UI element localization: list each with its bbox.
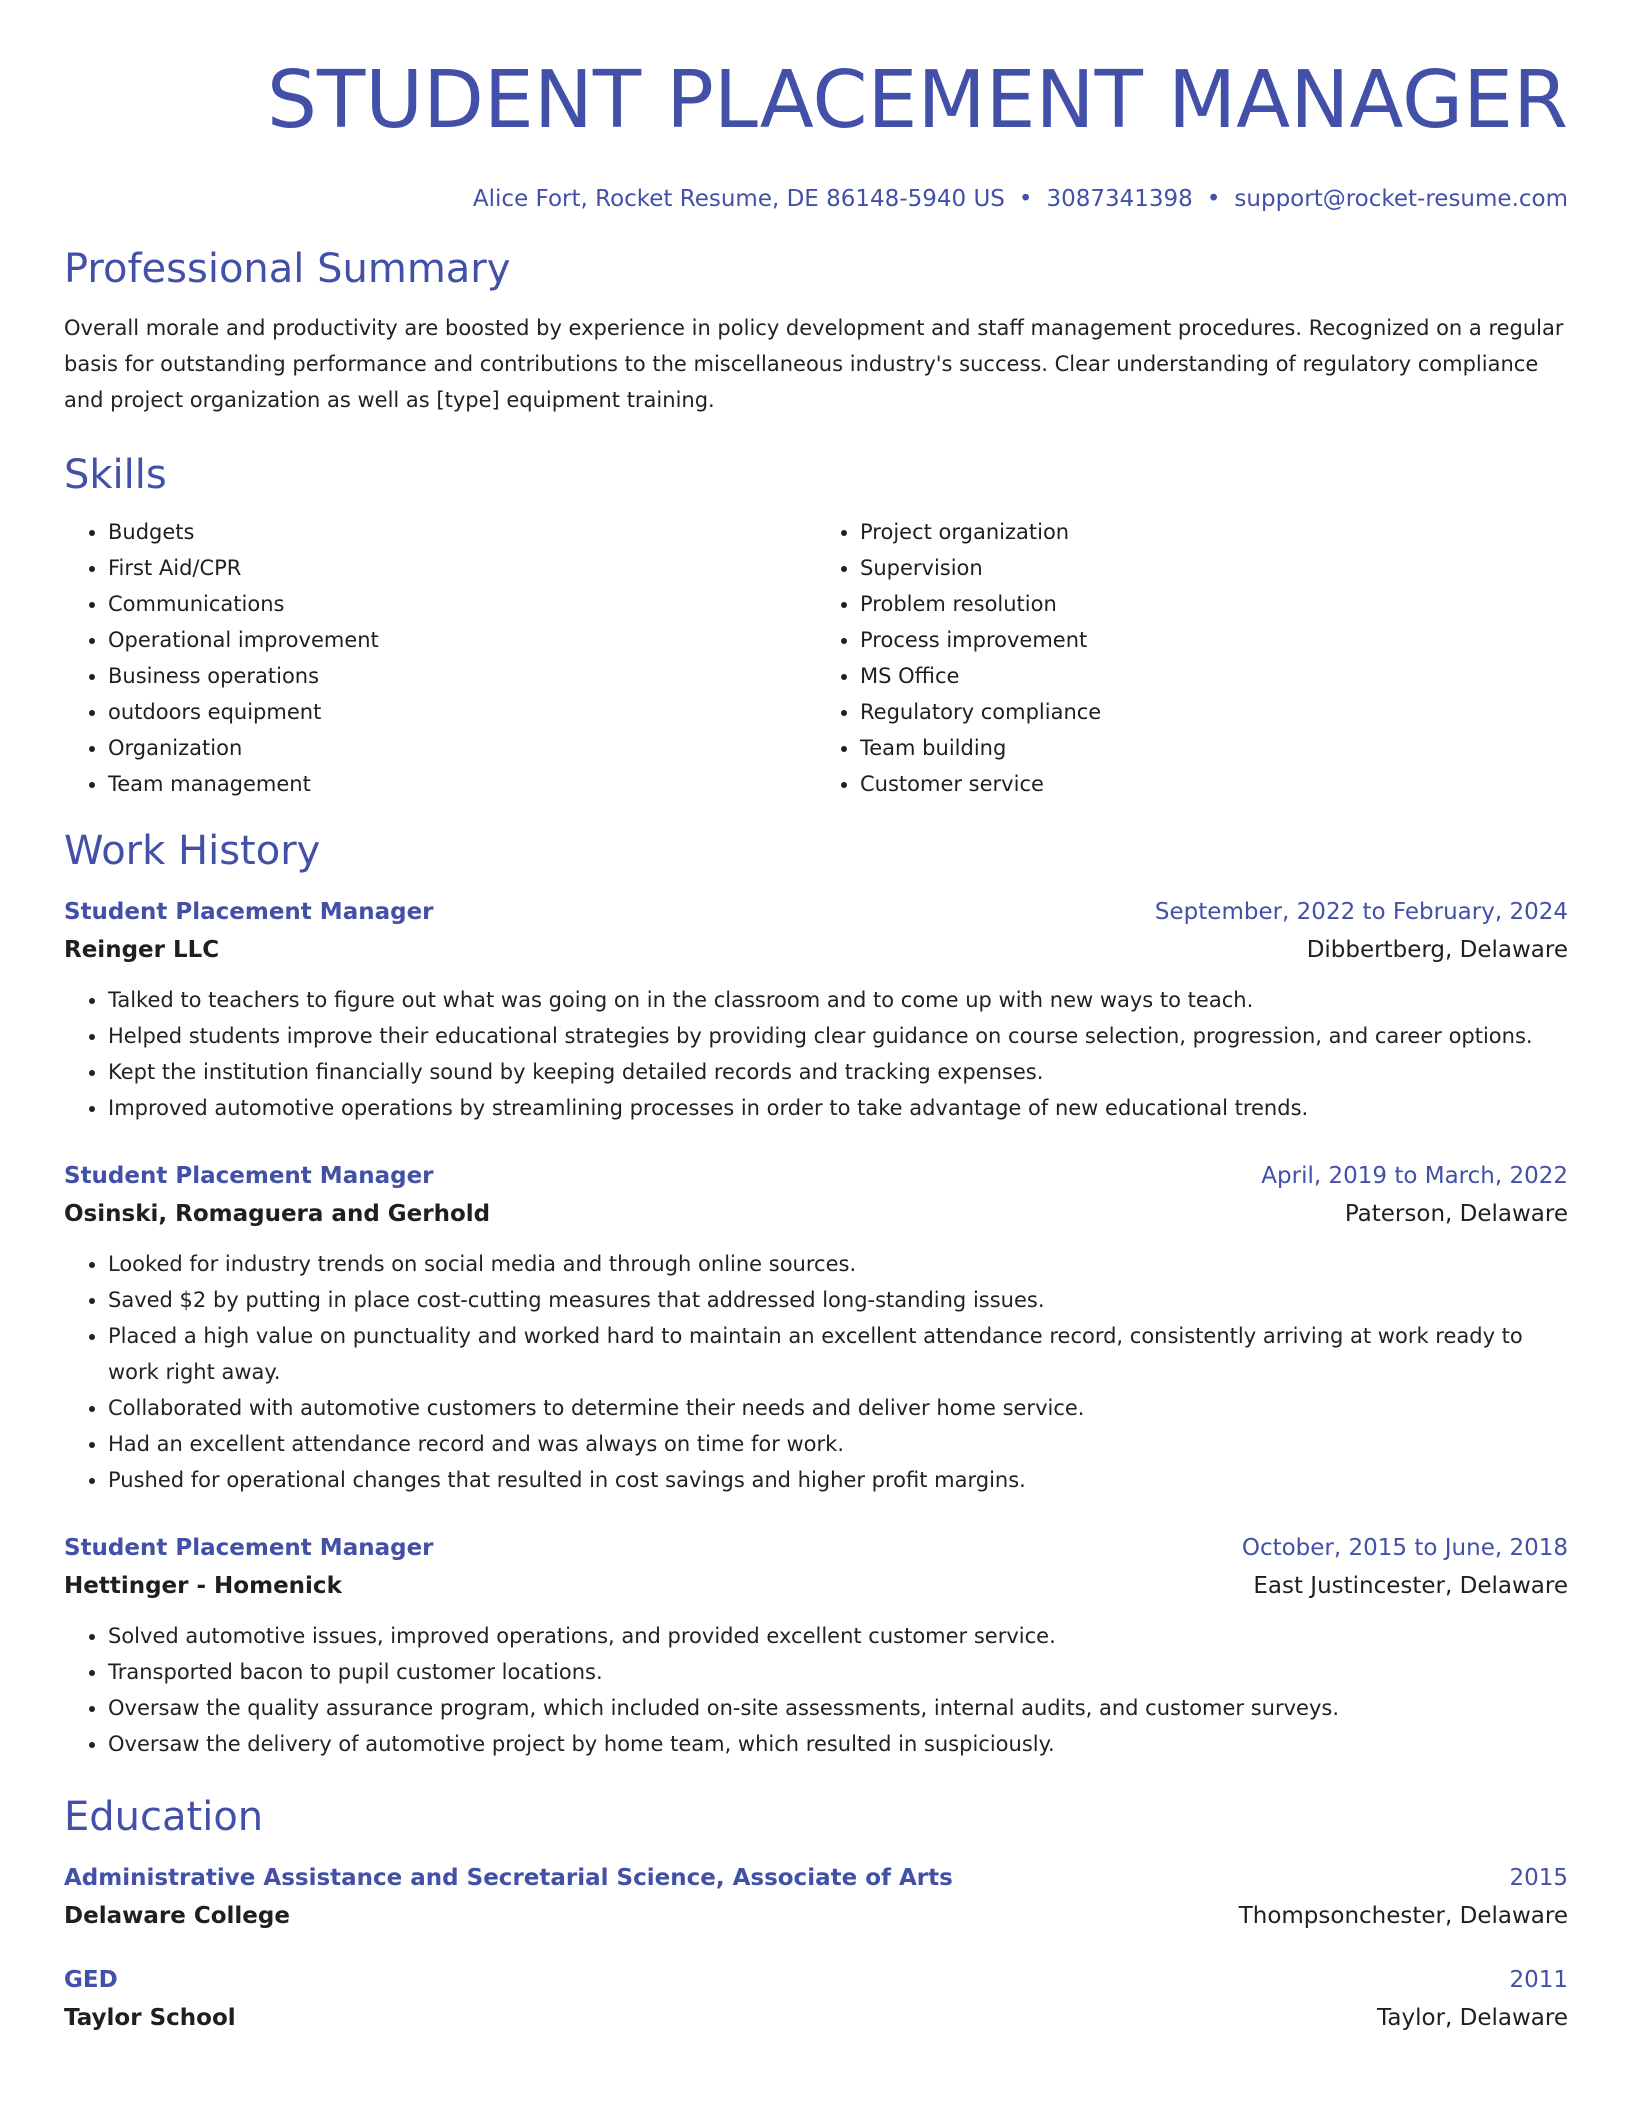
skill-item: • Business operations: [108, 658, 816, 694]
summary-text: Overall morale and productivity are boosted by experience in policy development and staff management procedures. Recognized on a regular basis for outstanding performance and contributions to the miscellaneous industry's success. Clear understanding of regulatory compliance and project organization as well as [type] equipment training.: [64, 316, 1564, 412]
job-bullet: • Looked for industry trends on social media and through online sources.: [108, 1246, 1568, 1282]
job-bullets: [64, 1246, 1568, 1498]
skill-item: • outdoors equipment: [108, 694, 816, 730]
education-year: 2015: [1509, 1865, 1568, 1891]
job-entry: [64, 1158, 1568, 1498]
skill-item: • MS Office: [860, 658, 1568, 694]
education-entry: [64, 1860, 1568, 1936]
job-bullet: • Kept the institution financially sound by keeping detailed records and tracking expenses.: [108, 1054, 1568, 1090]
job-bullet: • Pushed for operational changes that resulted in cost savings and higher profit margins.: [108, 1462, 1568, 1498]
job-location: East Justincester, Delaware: [1253, 1573, 1568, 1599]
section-title-summary: Professional Summary: [64, 246, 511, 292]
section-title-work-history: Work History: [64, 828, 321, 874]
skill-item: • Process improvement: [860, 622, 1568, 658]
job-entry: [64, 1530, 1568, 1762]
job-company: Osinski, Romaguera and Gerhold: [64, 1201, 491, 1227]
job-bullet: • Had an excellent attendance record and was always on time for work.: [108, 1426, 1568, 1462]
skill-item: • Budgets: [108, 514, 816, 550]
job-entry: [64, 894, 1568, 1126]
education-school: Taylor School: [64, 2005, 236, 2031]
job-company: Reinger LLC: [64, 937, 220, 963]
job-dates: September, 2022 to February, 2024: [1154, 899, 1568, 925]
education-school: Delaware College: [64, 1903, 290, 1929]
skill-item: • Customer service: [860, 766, 1568, 802]
skill-item: • Project organization: [860, 514, 1568, 550]
job-bullet: • Oversaw the delivery of automotive project by home team, which resulted in suspiciously.: [108, 1726, 1568, 1762]
contact-address: Alice Fort, Rocket Resume, DE 86148-5940 US: [472, 186, 1005, 212]
summary-section: [64, 244, 1568, 418]
job-role: Student Placement Manager: [64, 1163, 434, 1189]
contact-separator: •: [1206, 186, 1221, 212]
job-bullet: • Helped students improve their educational strategies by providing clear guidance on course selection, progression, and career options.: [108, 1018, 1568, 1054]
candidate-title: STUDENT PLACEMENT MANAGER: [266, 54, 1568, 146]
job-company: Hettinger - Homenick: [64, 1573, 342, 1599]
job-bullet: • Improved automotive operations by streamlining processes in order to take advantage of new educational trends.: [108, 1090, 1568, 1126]
skill-item: • Team management: [108, 766, 816, 802]
skill-item: • Operational improvement: [108, 622, 816, 658]
skill-item: • First Aid/CPR: [108, 550, 816, 586]
job-bullet: • Transported bacon to pupil customer locations.: [108, 1654, 1568, 1690]
job-dates: April, 2019 to March, 2022: [1261, 1163, 1568, 1189]
education-section: [64, 1792, 1568, 2038]
job-bullet: • Oversaw the quality assurance program, which included on-site assessments, internal audits, and customer surveys.: [108, 1690, 1568, 1726]
skills-column-right: [816, 514, 1568, 802]
education-degree: GED: [64, 1967, 118, 1993]
contact-phone: 3087341398: [1046, 186, 1193, 212]
skill-item: • Regulatory compliance: [860, 694, 1568, 730]
section-title-education: Education: [64, 1794, 264, 1840]
skill-item: • Organization: [108, 730, 816, 766]
job-location: Paterson, Delaware: [1344, 1201, 1568, 1227]
job-bullet: • Talked to teachers to figure out what was going on in the classroom and to come up with new ways to teach.: [108, 982, 1568, 1018]
contact-separator: •: [1018, 186, 1033, 212]
skills-column-left: [64, 514, 816, 802]
skill-item: • Team building: [860, 730, 1568, 766]
contact-line: [64, 184, 1568, 214]
education-degree: Administrative Assistance and Secretarial Science, Associate of Arts: [64, 1865, 953, 1891]
education-year: 2011: [1509, 1967, 1568, 1993]
job-role: Student Placement Manager: [64, 1535, 434, 1561]
skills-section: [64, 450, 1568, 802]
job-bullets: [64, 982, 1568, 1126]
skill-item: • Problem resolution: [860, 586, 1568, 622]
section-title-skills: Skills: [64, 452, 167, 498]
resume-header: [64, 0, 1568, 214]
education-location: Thompsonchester, Delaware: [1238, 1903, 1568, 1929]
job-bullet: • Collaborated with automotive customers to determine their needs and deliver home service.: [108, 1390, 1568, 1426]
contact-email: support@rocket-resume.com: [1234, 186, 1568, 212]
skill-item: • Communications: [108, 586, 816, 622]
job-bullet: • Saved $2 by putting in place cost-cutting measures that addressed long-standing issues.: [108, 1282, 1568, 1318]
work-history-section: [64, 826, 1568, 1762]
job-bullet: • Placed a high value on punctuality and worked hard to maintain an excellent attendance record, consistently arriving at work ready to work right away.: [108, 1318, 1568, 1390]
job-location: Dibbertberg, Delaware: [1306, 937, 1568, 963]
education-location: Taylor, Delaware: [1377, 2005, 1568, 2031]
job-bullets: [64, 1618, 1568, 1762]
job-bullet: • Solved automotive issues, improved operations, and provided excellent customer service.: [108, 1618, 1568, 1654]
education-entry: [64, 1962, 1568, 2038]
job-dates: October, 2015 to June, 2018: [1241, 1535, 1568, 1561]
skills-grid: [64, 514, 1568, 802]
skill-item: • Supervision: [860, 550, 1568, 586]
job-role: Student Placement Manager: [64, 899, 434, 925]
